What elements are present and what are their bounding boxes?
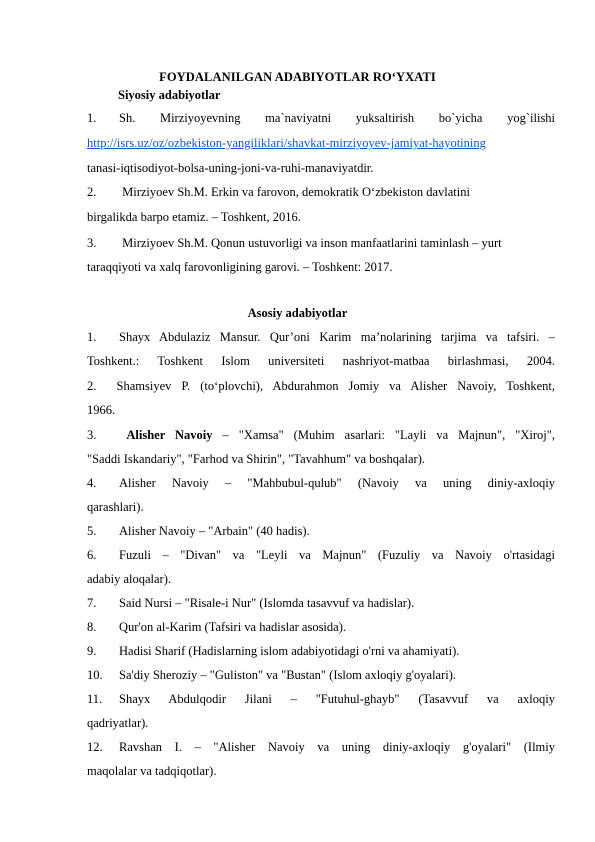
- list-item-s2-10: 10. Sa'diy Sheroziy – "Guliston" va "Bustan" (Islom axloqiy g'oyalari).: [87, 668, 457, 682]
- list-item-s2-2: 2. Shamsiyev P. (to‘plovchi), Abdurahmon Jomiy va Alisher Navoiy, Toshkent,: [87, 379, 555, 393]
- list-item-s1-1: 1. Sh. Mirziyoyevning ma`naviyatni yuksaltirish bo`yicha yog`ilishi: [87, 111, 556, 125]
- item-number: 8.: [87, 620, 97, 634]
- list-item-s2-11: 11. Shayx Abdulqodir Jilani – "Futuhul-ghayb" (Tasavvuf va axloqiy: [87, 692, 555, 706]
- item-number: 9.: [87, 644, 97, 658]
- list-item-s2-5: 5. Alisher Navoiy – "Arbain" (40 hadis).: [87, 524, 310, 538]
- list-item-s1-1-link-line: [87, 136, 555, 151]
- list-item-s2-9: 9. Hadisi Sharif (Hadislarning islom adabiyotidagi o'rni va ahamiyati).: [87, 644, 460, 658]
- item-number: 3.: [87, 236, 97, 250]
- source-link[interactable]: http://isrs.uz/oz/ozbekiston-yangiliklari/shavkat-mirziyoyev-jamiyat-hayotining: [87, 136, 486, 150]
- item-number: 5.: [87, 524, 97, 538]
- item-number: 1.: [87, 111, 97, 125]
- list-item-s2-7: 7. Said Nursi – "Risale-i Nur" (Islomda tasavvuf va hadislar).: [87, 596, 415, 610]
- list-item-s2-4-line2: qarashlari).: [87, 500, 144, 514]
- item-number: 2.: [87, 185, 97, 199]
- item-number: 6.: [87, 548, 97, 562]
- section-heading-political: Siyosiy adabiyotlar: [118, 88, 221, 102]
- author-name: Alisher Navoiy: [126, 428, 213, 442]
- list-item-s2-8: 8. Qur'on al-Karim (Tafsiri va hadislar asosida).: [87, 620, 346, 634]
- list-item-s1-2: 2. Mirziyoev Sh.M. Erkin va farovon, demokratik O‘zbekiston davlatini: [87, 185, 470, 199]
- page-title: FOYDALANILGAN ADABIYOTLAR RO‘YXATI: [159, 70, 436, 84]
- list-item-s1-1-line3: tanasi-iqtisodiyot-bolsa-uning-joni-va-ruhi-manaviyatdir.: [87, 161, 374, 175]
- item-number: 1.: [87, 330, 97, 344]
- list-item-s2-4: 4. Alisher Navoiy – "Mahbubul-qulub" (Navoiy va uning diniy-axloqiy: [87, 476, 555, 490]
- list-item-s2-11-line2: qadriyatlar).: [87, 716, 149, 730]
- list-item-s2-3: 3. Alisher Navoiy – "Xamsa" (Muhim asarlari: "Layli va Majnun", "Xiroj",: [87, 428, 555, 442]
- item-number: 12.: [87, 740, 103, 754]
- list-item-s2-12-line2: maqolalar va tadqiqotlar).: [87, 764, 217, 778]
- item-number: 11.: [87, 692, 103, 706]
- list-item-s2-12: 12. Ravshan I. – "Alisher Navoiy va uning diniy-axloqiy g'oyalari" (Ilmiy: [87, 740, 555, 754]
- item-number: 4.: [87, 476, 97, 490]
- item-number: 3.: [87, 428, 97, 442]
- list-item-s2-6: 6. Fuzuli – "Divan" va "Leyli va Majnun" (Fuzuliy va Navoiy o'rtasidagi: [87, 548, 555, 562]
- list-item-s1-3-line2: taraqqiyoti va xalq farovonligining garovi. – Toshkent: 2017.: [87, 260, 393, 274]
- list-item-s2-3-line2: "Saddi Iskandariy", "Farhod va Shirin", "Tavahhum" va boshqalar).: [87, 452, 426, 466]
- list-item-s2-1: 1. Shayx Abdulaziz Mansur. Qur’oni Karim ma’nolarining tarjima va tafsiri. –: [87, 330, 555, 344]
- list-item-s2-2-line2: 1966.: [87, 403, 116, 417]
- list-item-s2-1-line2: Toshkent.: Toshkent Islom universiteti nashriyot-matbaa birlashmasi, 2004.: [87, 354, 555, 368]
- list-item-s2-6-line2: adabiy aloqalar).: [87, 572, 171, 586]
- item-number: 7.: [87, 596, 97, 610]
- section-heading-main: Asosiy adabiyotlar: [247, 306, 348, 320]
- item-number: 10.: [87, 668, 103, 682]
- list-item-s1-3: 3. Mirziyoev Sh.M. Qonun ustuvorligi va inson manfaatlarini taminlash – yurt: [87, 236, 502, 250]
- list-item-s1-2-line2: birgalikda barpo etamiz. – Toshkent, 2016.: [87, 210, 301, 224]
- item-number: 2.: [87, 379, 97, 393]
